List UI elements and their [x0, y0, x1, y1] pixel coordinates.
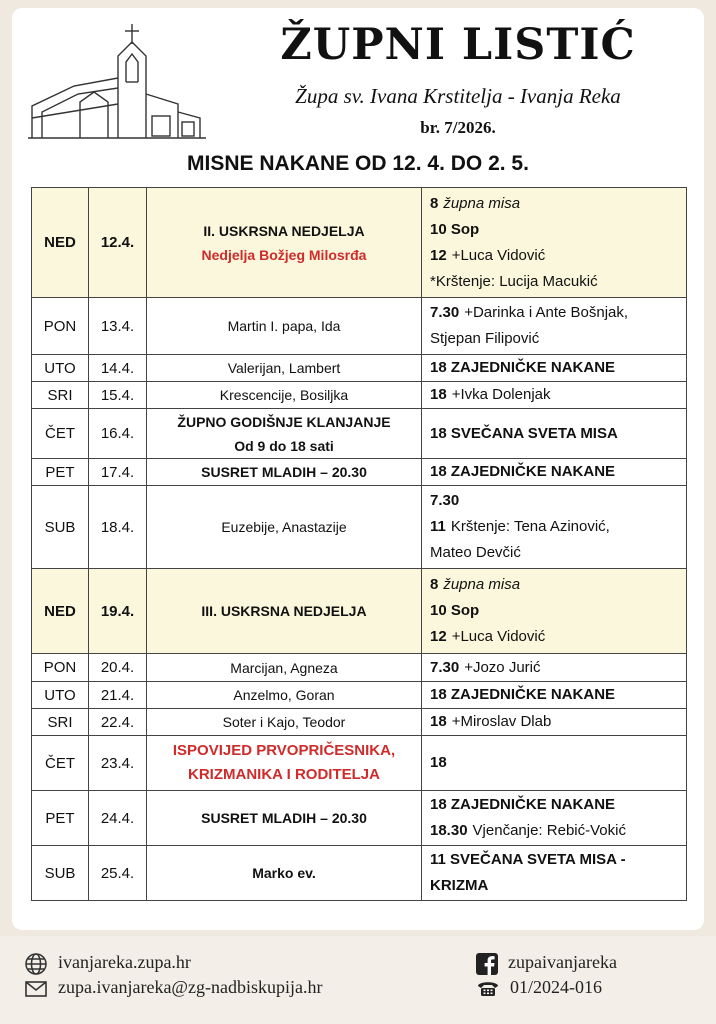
- schedule-row: [32, 654, 687, 682]
- schedule-row: [32, 355, 687, 382]
- saint-line: Marko ev.: [252, 865, 316, 881]
- weekday-cell: PET: [32, 459, 89, 486]
- date-cell: 20.4.: [89, 654, 147, 682]
- date-cell: 14.4.: [89, 355, 147, 382]
- mass-intention-cell: [422, 736, 687, 791]
- mass-line: [430, 818, 686, 844]
- mass-line: [430, 514, 686, 540]
- schedule-row: [32, 298, 687, 355]
- schedule-row: [32, 682, 687, 709]
- mass-intention: Mateo Devčić: [430, 544, 521, 561]
- saint-cell: [147, 654, 422, 682]
- mass-time: KRIZMA: [430, 877, 489, 894]
- bulletin-title: ŽUPNI LISTIĆ: [280, 20, 636, 70]
- mass-intention: +Luca Vidović: [451, 628, 546, 645]
- mass-intention-cell: [422, 459, 687, 486]
- mass-line: [430, 488, 686, 514]
- weekday-cell: ČET: [32, 736, 89, 791]
- feast-subtitle: Nedjelja Božjeg Milosrđa: [201, 246, 367, 263]
- mass-line: [430, 682, 686, 708]
- facebook-handle[interactable]: zupaivanjareka: [508, 952, 617, 972]
- mass-intention: Krštenje: Tena Azinović,: [450, 518, 610, 535]
- weekday-cell: PON: [32, 654, 89, 682]
- mass-time: 7.30: [430, 658, 460, 676]
- mass-line: [430, 792, 686, 818]
- facebook-icon: [476, 953, 498, 975]
- date-cell: 18.4.: [89, 486, 147, 569]
- date-cell: 17.4.: [89, 459, 147, 486]
- saint-cell: [147, 486, 422, 569]
- mass-line: [430, 847, 686, 873]
- mass-line: [430, 655, 686, 681]
- mass-line: [430, 572, 686, 598]
- schedule-row: [32, 569, 687, 654]
- mass-intention-cell: [422, 409, 687, 459]
- schedule-row: [32, 736, 687, 791]
- date-cell: 24.4.: [89, 791, 147, 846]
- mass-line: [430, 624, 686, 650]
- phone-number[interactable]: 01/2024-016: [510, 977, 602, 997]
- mass-line: [430, 750, 686, 776]
- weekday-cell: PON: [32, 298, 89, 355]
- weekday-cell: ČET: [32, 409, 89, 459]
- mass-line: [430, 243, 686, 269]
- date-cell: 13.4.: [89, 298, 147, 355]
- saint-cell: [147, 682, 422, 709]
- saint-cell: [147, 459, 422, 486]
- saint-line: Anzelmo, Goran: [233, 687, 335, 703]
- schedule-row: [32, 382, 687, 409]
- globe-icon: [24, 952, 48, 976]
- saint-cell: [147, 355, 422, 382]
- saint-line: Marcijan, Agneza: [230, 659, 338, 676]
- date-cell: 15.4.: [89, 382, 147, 409]
- schedule-row: [32, 709, 687, 736]
- mass-intention: +Luca Vidović: [451, 246, 546, 264]
- mass-line: [430, 300, 686, 326]
- saint-line: ŽUPNO GODIŠNJE KLANJANJE: [177, 413, 391, 430]
- weekday-cell: NED: [32, 188, 89, 298]
- schedule-row: [32, 409, 687, 459]
- saint-line: Martin I. papa, Ida: [227, 318, 341, 334]
- mass-intention: +Ivka Dolenjak: [451, 386, 551, 403]
- mass-line: [430, 598, 686, 624]
- mass-intention-cell: [422, 188, 687, 298]
- mass-intention-cell: [422, 382, 687, 409]
- mass-time: 10 Sop: [430, 220, 480, 238]
- mass-time: 18 ZAJEDNIČKE NAKANE: [430, 796, 616, 813]
- issue-number: br. 7/2026.: [420, 118, 496, 137]
- weekday-cell: UTO: [32, 355, 89, 382]
- schedule-row: [32, 846, 687, 901]
- mass-intention-cell: [422, 654, 687, 682]
- saint-line: Od 9 do 18 sati: [234, 437, 334, 454]
- mass-intention: *Krštenje: Lucija Macukić: [430, 272, 598, 290]
- mass-line: [430, 459, 686, 485]
- mass-intention-cell: [422, 682, 687, 709]
- mass-intention: +Miroslav Dlab: [451, 713, 552, 730]
- mass-intention-cell: [422, 298, 687, 355]
- mass-time: 8: [430, 194, 439, 212]
- mass-time: 18: [430, 713, 447, 730]
- date-cell: 12.4.: [89, 188, 147, 298]
- mass-line: [430, 326, 686, 352]
- mass-time: 18: [430, 754, 447, 771]
- mass-time: 12: [430, 246, 447, 264]
- weekday-cell: PET: [32, 791, 89, 846]
- date-cell: 19.4.: [89, 569, 147, 654]
- mass-time: 8: [430, 576, 439, 593]
- mass-time: 11 SVEČANA SVETA MISA -: [430, 851, 626, 868]
- saint-cell: [147, 791, 422, 846]
- mass-time: 7.30: [430, 304, 460, 321]
- email-link[interactable]: zupa.ivanjareka@zg-nadbiskupija.hr: [58, 977, 323, 997]
- saint-cell: [147, 382, 422, 409]
- mass-intention: župna misa: [443, 194, 521, 212]
- mass-intention: župna misa: [443, 576, 521, 593]
- saint-cell: [147, 298, 422, 355]
- mass-time: 18 ZAJEDNIČKE NAKANE: [430, 686, 616, 703]
- mass-schedule-table: [31, 187, 687, 901]
- parish-name: Župa sv. Ivana Krstitelja - Ivanja Reka: [295, 84, 621, 108]
- saint-cell: [147, 409, 422, 459]
- mass-time: 18 SVEČANA SVETA MISA: [430, 424, 618, 442]
- mass-intention: Stjepan Filipović: [430, 330, 540, 347]
- confession-notice-line: ISPOVIJED PRVOPRIČESNIKA,: [172, 742, 396, 759]
- website-link[interactable]: ivanjareka.zupa.hr: [58, 952, 191, 972]
- schedule-row: [32, 459, 687, 486]
- confession-notice-line: KRIZMANIKA I RODITELJA: [188, 766, 380, 783]
- weekday-cell: NED: [32, 569, 89, 654]
- weekday-cell: SUB: [32, 486, 89, 569]
- mass-line: [430, 355, 686, 381]
- mass-intention-cell: [422, 355, 687, 382]
- saint-cell: [147, 569, 422, 654]
- weekday-cell: SUB: [32, 846, 89, 901]
- mass-time: 18.30: [430, 822, 468, 839]
- schedule-row: [32, 486, 687, 569]
- mass-time: 11: [430, 518, 446, 535]
- mass-line: [430, 382, 686, 408]
- saint-cell: [147, 736, 422, 791]
- envelope-icon: [25, 980, 47, 998]
- saint-line: SUSRET MLADIH – 20.30: [201, 464, 367, 480]
- mass-intention-cell: [422, 846, 687, 901]
- saint-line: Soter i Kajo, Teodor: [222, 714, 346, 730]
- saint-line: III. USKRSNA NEDJELJA: [201, 603, 367, 619]
- phone-icon: [476, 978, 500, 998]
- mass-line: [430, 709, 686, 735]
- mass-intention-cell: [422, 791, 687, 846]
- saint-cell: [147, 846, 422, 901]
- saint-line: Euzebije, Anastazije: [221, 519, 347, 535]
- schedule-row: [32, 188, 687, 298]
- saint-line: SUSRET MLADIH – 20.30: [201, 810, 367, 826]
- mass-line: [430, 421, 686, 447]
- mass-intention: +Jozo Jurić: [464, 658, 541, 676]
- mass-time: 7.30: [430, 492, 460, 509]
- mass-time: 10 Sop: [430, 602, 480, 619]
- date-cell: 25.4.: [89, 846, 147, 901]
- date-cell: 23.4.: [89, 736, 147, 791]
- date-cell: 16.4.: [89, 409, 147, 459]
- mass-line: [430, 269, 686, 295]
- date-cell: 22.4.: [89, 709, 147, 736]
- mass-time: 18: [430, 386, 447, 403]
- mass-line: [430, 217, 686, 243]
- saint-cell: [147, 188, 422, 298]
- mass-intention-cell: [422, 569, 687, 654]
- saint-line: II. USKRSNA NEDJELJA: [203, 222, 365, 239]
- mass-intention-cell: [422, 486, 687, 569]
- saint-line: Valerijan, Lambert: [227, 360, 341, 376]
- date-cell: 21.4.: [89, 682, 147, 709]
- mass-line: [430, 540, 686, 566]
- mass-line: [430, 191, 686, 217]
- mass-line: [430, 873, 686, 899]
- schedule-row: [32, 791, 687, 846]
- weekday-cell: UTO: [32, 682, 89, 709]
- mass-intention: +Darinka i Ante Bošnjak,: [464, 304, 629, 321]
- schedule-heading: MISNE NAKANE OD 12. 4. DO 2. 5.: [187, 152, 529, 175]
- mass-intention-cell: [422, 709, 687, 736]
- saint-cell: [147, 709, 422, 736]
- mass-time: 12: [430, 628, 447, 645]
- mass-time: 18 ZAJEDNIČKE NAKANE: [430, 359, 616, 376]
- church-logo: [28, 22, 206, 140]
- saint-line: Krescencije, Bosiljka: [219, 387, 349, 403]
- mass-intention: Vjenčanje: Rebić-Vokić: [472, 822, 626, 839]
- weekday-cell: SRI: [32, 709, 89, 736]
- mass-time: 18 ZAJEDNIČKE NAKANE: [430, 463, 616, 480]
- weekday-cell: SRI: [32, 382, 89, 409]
